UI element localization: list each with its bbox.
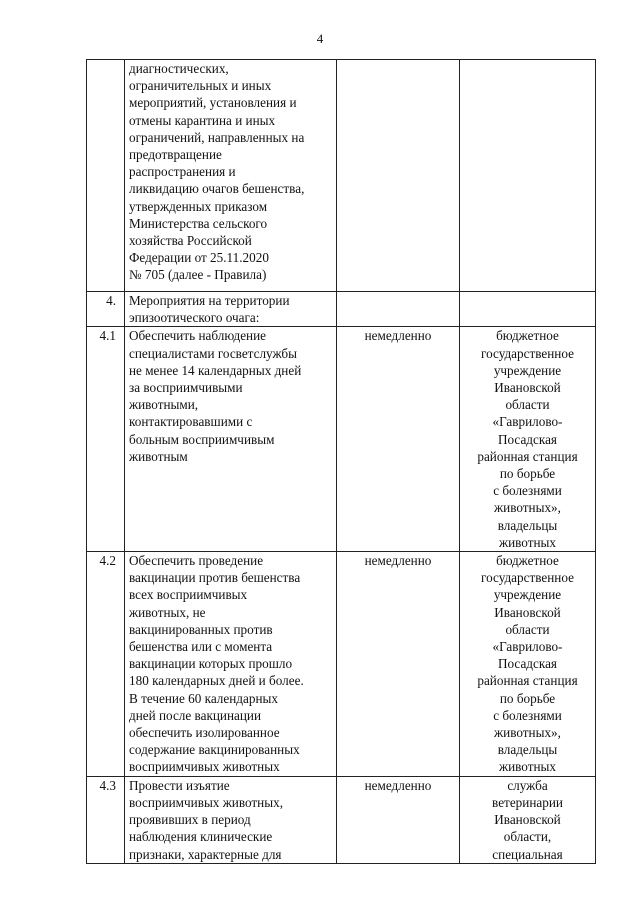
term-cell xyxy=(337,292,460,327)
page-number: 4 xyxy=(316,31,324,46)
term-cell: немедленно xyxy=(337,776,460,863)
responsible-cell: бюджетное государственное учреждение Ивановской области «Гаврилово- Посадская районная станция по борьбе с болезнями животных», владельцы животных xyxy=(460,552,596,777)
row-number: 4. xyxy=(87,292,125,327)
action-cell: Обеспечить проведение вакцинации против бешенства всех восприимчивых животных, не вакцинированных против бешенства или с момента вакцинации которых прошло 180 календарных дней и более. В течение 60 календарных дней после вакцинации обеспечить изолированное содержание вакцинированных восприимчивых животных xyxy=(125,552,337,777)
row-number xyxy=(87,60,125,292)
row-number: 4.1 xyxy=(87,327,125,552)
table-row xyxy=(87,776,596,863)
measures-table xyxy=(86,59,596,864)
table-row xyxy=(87,292,596,327)
table-row xyxy=(87,327,596,552)
term-cell xyxy=(337,60,460,292)
responsible-cell xyxy=(460,292,596,327)
term-cell: немедленно xyxy=(337,327,460,552)
responsible-cell: бюджетное государственное учреждение Ивановской области «Гаврилово- Посадская районная станция по борьбе с болезнями животных», владельцы животных xyxy=(460,327,596,552)
row-number: 4.3 xyxy=(87,776,125,863)
responsible-cell xyxy=(460,60,596,292)
action-cell: Провести изъятие восприимчивых животных, проявивших в период наблюдения клинические признаки, характерные для xyxy=(125,776,337,863)
table-row xyxy=(87,60,596,292)
row-number: 4.2 xyxy=(87,552,125,777)
action-cell: диагностических, ограничительных и иных мероприятий, установления и отмены карантина и иных ограничений, направленных на предотвращение распространения и ликвидацию очагов бешенства, утвержденных приказом Министерства сельского хозяйства Российской Федерации от 25.11.2020 № 705 (далее - Правила) xyxy=(125,60,337,292)
table-row xyxy=(87,552,596,777)
responsible-cell: служба ветеринарии Ивановской области, специальная xyxy=(460,776,596,863)
action-cell: Мероприятия на территории эпизоотического очага: xyxy=(125,292,337,327)
term-cell: немедленно xyxy=(337,552,460,777)
action-cell: Обеспечить наблюдение специалистами госветслужбы не менее 14 календарных дней за восприимчивыми животными, контактировавшими с больным восприимчивым животным xyxy=(125,327,337,552)
